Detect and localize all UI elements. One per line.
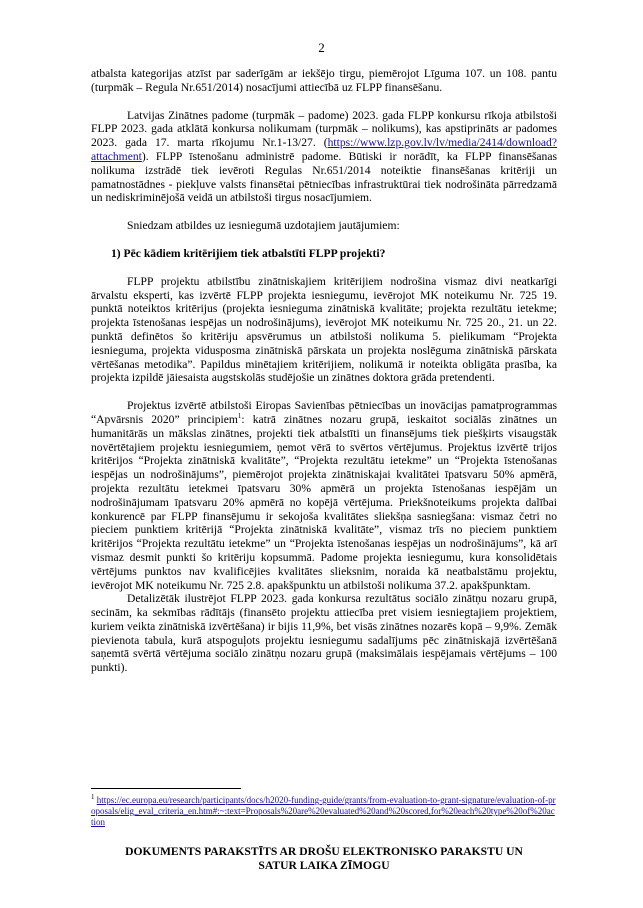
document-body — [91, 67, 557, 675]
paragraph-results: Detalizētāk ilustrējot FLPP 2023. gada konkursa rezultātus sociālo zinātņu nozaru grupā, secinām, ka sekmības rādītājs (finansēto projektu attiecība pret visiem iesniegtajiem projektiem, kuriem veikta zinātniskā izvērtēšana) ir bijis 11,9%, bet visās zinātnes nozarēs kopā – 9,9%. Zemāk pievienota tabula, kurā atspoguļots projektu iesniegumu sadalījums pēc zinātniskajā izvērtēšanā saņemtā svērtā vērtējuma sociālo zinātņu nozaru grupā (maksimālais iespējamais vērtējums – 100 punkti). — [91, 592, 557, 675]
paragraph-criteria: FLPP projektu atbilstību zinātniskajiem kritērijiem nodrošina vismaz divi neatkarīgi ārvalstu eksperti, kas izvērtē FLPP projekta iesniegumu, ievērojot MK noteikumu Nr. 725 19. punktā noteiktos kritērijus (projekta iesnieguma zinātniskā kvalitāte; projekta rezultātu ietekme; projekta īstenošanas iespējas un nodrošinājums), ievērojot MK noteikumu Nr. 725 20., 21. un 22. punktā definētos šo kritēriju apsvērumus un atbilstoši nolikuma 5. pielikumam “Projekta iesnieguma, projekta vidusposma zinātniskā pārskata un projekta noslēguma zinātniskā pārskata vērtēšanas metodika”. Papildus minētajiem kritērijiem, nolikumā ir noteikta obligāta prasība, ka projekta izpildē jāiesaista augstskolās studējošie un zinātnes doktora grāda pretendenti. — [91, 274, 557, 385]
footnote-marker: 1 — [91, 793, 95, 801]
nolikums-link[interactable]: https://www.lzp.gov.lv/lv/media/2414/download?attachment — [91, 136, 557, 163]
footnote-link[interactable]: https://ec.europa.eu/research/participants/docs/h2020-funding-guide/grants/from-evaluation-to-grant-signature/evaluation-of-proposals/elig_eval_criteria_en.htm#:~:text=Proposals%20are%20evaluated%20and%20scored,for%20each%20type%20of%20action — [91, 795, 556, 827]
paragraph-council — [91, 109, 557, 206]
footnote — [91, 795, 557, 828]
paragraph-answers-intro: Sniedzam atbildes uz iesniegumā uzdotajiem jautājumiem: — [127, 219, 400, 233]
page-number: 2 — [318, 40, 325, 55]
paragraph-evaluation — [91, 399, 557, 592]
footnote-divider — [91, 788, 241, 789]
paragraph-council-text-a: Latvijas Zinātnes padome (turpmāk – padome) 2023. gada FLPP konkursu rīkoja atbilstoši FLPP 2023. gada atklātā konkursa nolikumam (turpmāk – nolikums), kas apstiprināts ar padomes 2023. gada 17. marta rīkojumu Nr.1-13/27. ( — [91, 108, 557, 150]
footer-line-2: SATUR LAIKA ZĪMOGU — [258, 859, 390, 872]
paragraph-evaluation-text-a: Projektus izvērtē atbilstoši Eiropas Savienības pētniecības un inovācijas pamatprogrammas “Apvārsnis 2020” principiem — [91, 399, 557, 426]
signature-footer — [91, 845, 557, 873]
footnote-ref[interactable]: 1 — [237, 412, 242, 421]
question-heading: 1) Pēc kādiem kritērijiem tiek atbalstīti FLPP projekti? — [111, 246, 386, 260]
paragraph-evaluation-text-b: : katrā zinātnes nozaru grupā, ieskaitot sociālās zinātnes un humanitārās un mākslas zinātnes, projekti tiek atbalstīti un finansējums tiek piešķirts visaugstāk novērtētajiem projektu iesniegumiem, ņemot vērā to svērtos vērtējumus. Projektus izvērtē trijos kritērijos “Projekta zinātniskā kvalitāte”, “Projekta rezultātu ietekme” un “Projekta īstenošanas iespējas un nodrošinājums”, piemērojot projekta zinātniskajai kvalitātei īpatsvaru 50% apmērā, projekta rezultātu ietekmei īpatsvaru 30% apmērā un projekta īstenošanas iespējām un nodrošinājumam īpatsvaru 20% apmērā no kopējā vērtējuma. Priekšnoteikums projekta dalībai konkurencē par FLPP finansējumu ir sekojoša kvalitātes sliekšņa sasniegšana: vismaz četri no pieciem punktiem kritērijā “Projekta zinātniskā kvalitāte”, vismaz trīs no pieciem punktiem kritērijos “Projekta rezultātu ietekme” un “Projekta īstenošanas iespējas un nodrošinājums”, kā arī vismaz desmit punkti šo kritēriju kopsummā. Padome projekta iesniegumu, kura konsolidētais vērtējums punktos nav kvalificējies kvalitātes slieksnim, noraida kā neatbalstāmu projektu, ievērojot MK noteikumu Nr. 725 2.8. apakšpunktu un atbilstoši nolikuma 37.2. apakšpunktam. — [91, 412, 557, 592]
paragraph-council-text-b: ). FLPP īstenošanu administrē padome. Būtiski ir norādīt, ka FLPP finansēšanas nolikuma izstrādē tiek ievēroti Regulas Nr.651/2014 noteiktie finansēšanas kritēriji un pamatnostādnes - piekļuve valsts finansētai pētniecības infrastruktūrai tiek nodrošināta pārredzamā un nediskriminējošā veidā un atbilstoši tirgus nosacījumiem. — [91, 149, 557, 205]
paragraph-intro-continued: atbalsta kategorijas atzīst par saderīgām ar iekšējo tirgu, piemērojot Līguma 107. un 108. pantu (turpmāk – Regula Nr.651/2014) nosacījumi attiecībā uz FLPP finansēšanu. — [91, 67, 557, 94]
footer-line-1: DOKUMENTS PARAKSTĪTS AR DROŠU ELEKTRONISKO PARAKSTU UN — [125, 845, 523, 858]
